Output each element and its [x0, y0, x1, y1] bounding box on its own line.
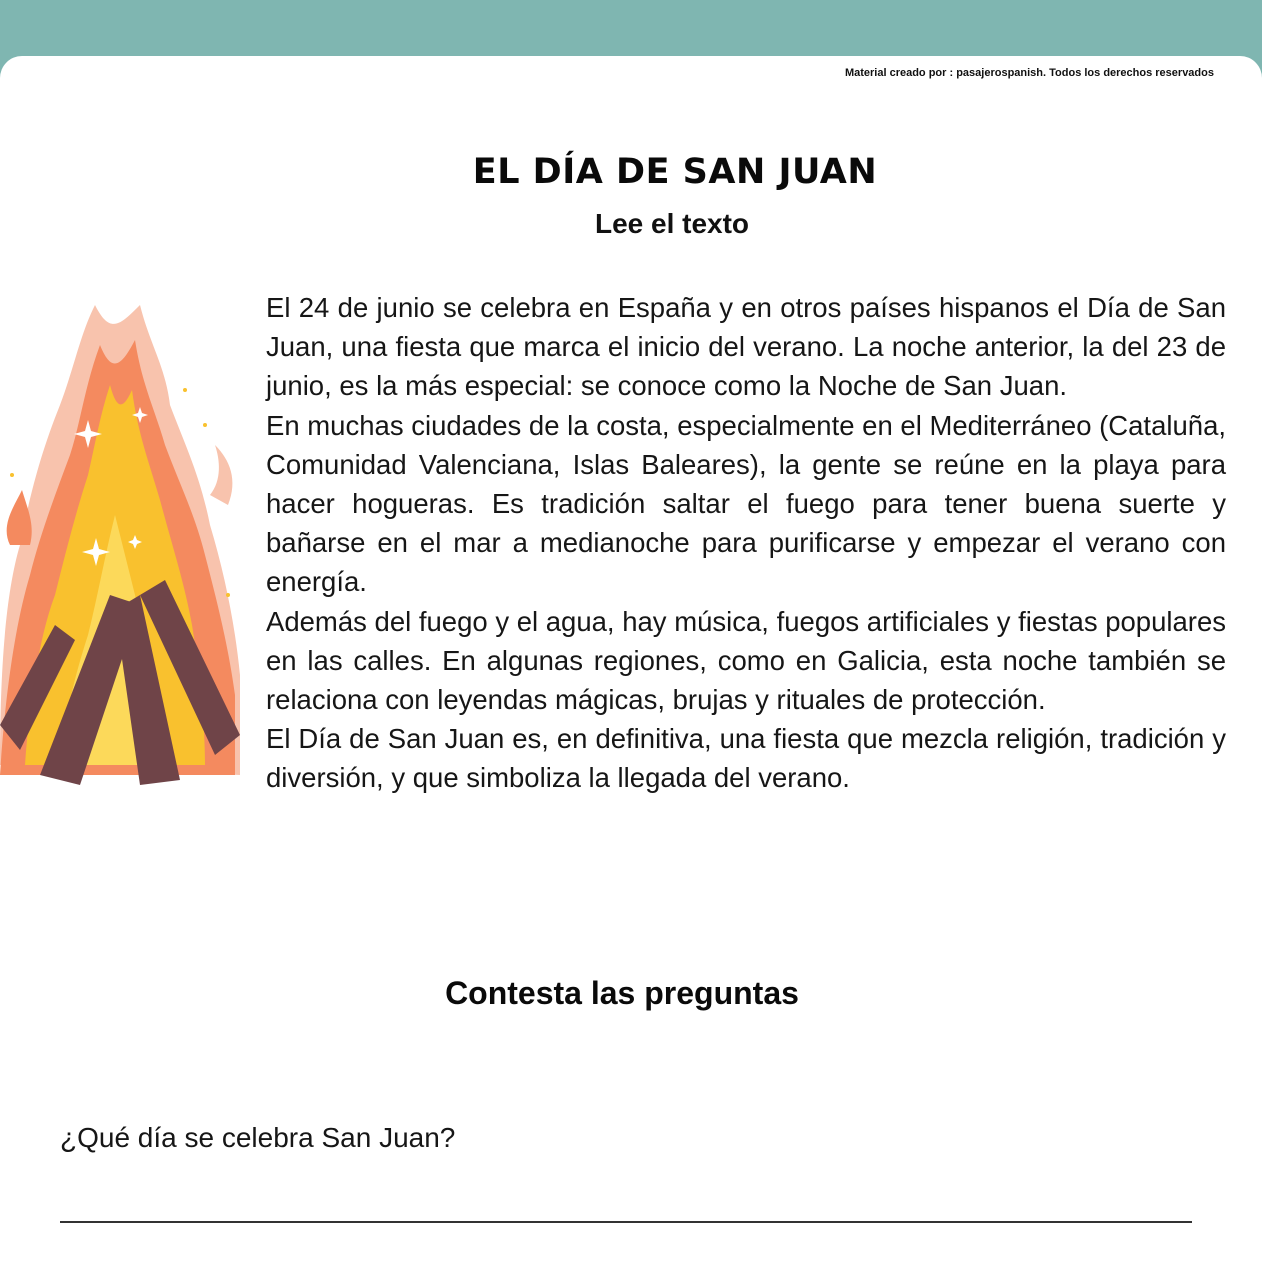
question-1: ¿Qué día se celebra San Juan? [60, 1122, 456, 1153]
ember-2 [203, 423, 207, 427]
paragraph: En muchas ciudades de la costa, especialmente en el Mediterráneo (Cataluña, Comunidad Valenciana, Islas Baleares), la gente se reúne en la playa para hacer hogueras. Es tradición saltar el fuego para tener buena suerte y bañarse en el mar a medianoche para purificarse y empezar el verano con energía. [266, 409, 1227, 598]
questions-heading: Contesta las preguntas [445, 975, 799, 1011]
ember-1 [183, 388, 187, 392]
page-title: EL DÍA DE SAN JUAN [472, 152, 878, 192]
reading-text [266, 288, 1226, 798]
copyright-credit: Material creado por : pasajerospanish. Todos los derechos reservados [844, 67, 1214, 79]
flame-wisp-left [7, 490, 32, 545]
page-subtitle: Lee el texto [594, 208, 750, 239]
ember-4 [226, 593, 230, 597]
ember-3 [10, 473, 14, 477]
paragraph: Además del fuego y el agua, hay música, fuegos artificiales y fiestas populares en las calles. En algunas regiones, como en Galicia, esta noche también se relaciona con leyendas mágicas, brujas y rituales de protección. [266, 605, 1226, 716]
bonfire-illustration [0, 295, 245, 795]
flame-wisp-right [210, 445, 232, 505]
answer-line-1[interactable] [60, 1221, 1192, 1223]
paragraph: El Día de San Juan es, en definitiva, una fiesta que mezcla religión, tradición y diversión, y que simboliza la llegada del verano. [266, 723, 1226, 794]
paragraph: El 24 de junio se celebra en España y en otros países hispanos el Día de San Juan, una fiesta que marca el inicio del verano. La noche anterior, la del 23 de junio, es la más especial: se conoce como la Noche de San Juan. [266, 292, 1226, 402]
